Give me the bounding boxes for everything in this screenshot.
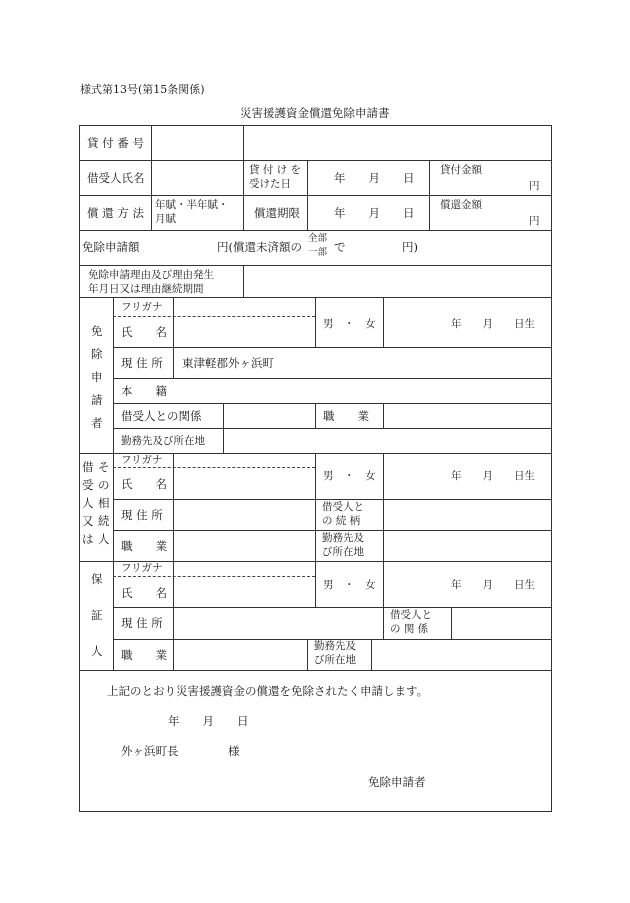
applicant-workplace-field[interactable] [224, 429, 550, 452]
applicant-section-char: 請 [91, 393, 103, 407]
application-date[interactable]: 年 月 日 [168, 714, 249, 728]
loan-date-label-line1: 貸 付 け を [249, 164, 302, 176]
applicant-relation-label: 借受人との関係 [121, 409, 202, 423]
repay-method-value-line1: 年賦・半年賦・ [155, 199, 229, 211]
successor-name-field[interactable] [174, 454, 314, 498]
guarantor-name-label: 氏 名 [121, 586, 167, 600]
guarantor-section-char: 保 [91, 572, 103, 586]
successor-workplace-label-line2: び所在地 [322, 546, 364, 558]
loan-amount-label: 貸付金額 [440, 164, 482, 176]
loan-amount-yen: 円 [529, 180, 540, 192]
application-statement: 上記のとおり災害援護資金の償還を免除されたく申請します。 [107, 684, 429, 698]
successor-section-char: 受 [82, 478, 94, 492]
applicant-honseki-field[interactable] [174, 379, 550, 402]
successor-section-char: 続 [98, 514, 110, 528]
successor-workplace-label-line1: 勤務先及 [322, 532, 364, 544]
addressee: 外ヶ浜町長 [121, 744, 179, 758]
guarantor-occupation-label: 職 業 [121, 648, 167, 662]
exemption-de: で [334, 240, 346, 254]
reason-label-line1: 免除申請理由及び理由発生 [88, 269, 214, 281]
successor-relation-label-line1: 借受人と [322, 501, 364, 513]
applicant-occupation-label: 職 業 [323, 409, 369, 423]
form-number: 様式第13号(第15条関係) [80, 83, 205, 96]
guarantor-section-char: 人 [91, 644, 103, 658]
applicant-section-char: 者 [91, 416, 103, 430]
guarantor-workplace-label-line1: 勤務先及 [314, 640, 356, 652]
applicant-furigana-label: フリガナ [121, 301, 163, 313]
applicant-signature-label: 免除申請者 [368, 775, 426, 789]
applicant-name-field[interactable] [174, 298, 314, 346]
exemption-part-option[interactable]: 一部 [308, 247, 328, 258]
guarantor-birth[interactable]: 年 月 日生 [451, 579, 535, 591]
successor-address-label: 現 住 所 [121, 508, 163, 522]
repay-deadline-value[interactable]: 年 月 日 [334, 206, 415, 220]
applicant-address-value[interactable]: 東津軽郡外ヶ浜町 [182, 356, 274, 370]
successor-section-char: 人 [98, 532, 110, 546]
applicant-birth[interactable]: 年 月 日生 [451, 318, 535, 330]
repay-method-label: 償 還 方 法 [87, 206, 144, 220]
repay-deadline-label: 償還期限 [254, 206, 300, 220]
applicant-section-char: 申 [91, 370, 103, 384]
loan-date-value[interactable]: 年 月 日 [334, 171, 415, 185]
guarantor-gender[interactable]: 男 ・ 女 [323, 579, 376, 591]
successor-section-char: 相 [98, 496, 110, 510]
loan-date-label-line2: 受けた日 [249, 178, 291, 190]
applicant-section-char: 免 [91, 324, 103, 338]
successor-section-char: 借 [82, 460, 94, 474]
successor-relation-label-line2: の 続 柄 [322, 515, 361, 527]
successor-section-char: 人 [82, 496, 94, 510]
successor-section-char: の [98, 478, 110, 492]
successor-furigana-label: フリガナ [121, 454, 163, 466]
successor-gender[interactable]: 男 ・ 女 [323, 470, 376, 482]
applicant-name-label: 氏 名 [121, 325, 167, 339]
repaid-amount-yen: 円 [529, 215, 540, 227]
exemption-yen-close: 円) [402, 240, 418, 254]
repaid-amount-label: 償還金額 [440, 199, 482, 211]
guarantor-relation-label-line1: 借受人と [390, 609, 432, 621]
guarantor-workplace-label-line2: び所在地 [314, 654, 356, 666]
loan-number-field[interactable] [152, 126, 242, 159]
guarantor-name-field[interactable] [174, 562, 314, 606]
successor-occupation-label: 職 業 [121, 539, 167, 553]
successor-section-char: そ [98, 460, 110, 474]
repay-method-value-line2: 月賦 [155, 213, 176, 225]
successor-section-char: 又 [82, 514, 94, 528]
exemption-amount-label: 免除申請額 [82, 240, 140, 254]
applicant-section-char: 除 [91, 347, 103, 361]
guarantor-address-label: 現 住 所 [121, 616, 163, 630]
loan-number-label: 貸 付 番 号 [87, 136, 144, 150]
successor-section-char: は [82, 532, 94, 546]
exemption-all-option[interactable]: 全部 [308, 233, 328, 244]
applicant-workplace-label: 勤務先及び所在地 [121, 435, 205, 447]
reason-label-line2: 年月日又は理由継続期間 [88, 283, 204, 295]
guarantor-relation-label-line2: の 関 係 [390, 623, 429, 635]
successor-name-label: 氏 名 [121, 477, 167, 491]
form-title: 災害援護資金償還免除申請書 [240, 106, 390, 120]
exemption-amount-text: 円(償還未済額の [217, 240, 302, 254]
borrower-name-label: 借受人氏名 [87, 171, 145, 185]
guarantor-furigana-label: フリガナ [121, 562, 163, 574]
guarantor-section-char: 証 [91, 608, 103, 622]
reason-field[interactable] [244, 266, 550, 296]
borrower-name-field[interactable] [152, 161, 242, 194]
applicant-honseki-label: 本 籍 [121, 384, 167, 398]
applicant-gender[interactable]: 男 ・ 女 [323, 318, 376, 330]
successor-birth[interactable]: 年 月 日生 [451, 470, 535, 482]
applicant-address-label: 現 住 所 [121, 356, 163, 370]
addressee-honorific: 様 [228, 744, 240, 758]
